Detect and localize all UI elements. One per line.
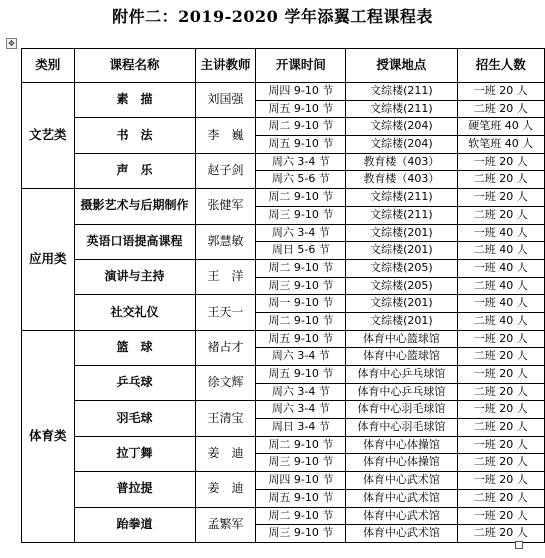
location-cell: 文综楼(201): [346, 224, 457, 242]
enrollment-cell: 一班 20 人: [457, 153, 544, 171]
time-cell: 周二 9-10 节: [256, 312, 346, 330]
table-row: [22, 224, 545, 242]
location-cell: 体育中心篮球馆: [346, 348, 457, 366]
teacher-cell: 王 洋: [195, 259, 256, 294]
teacher-cell: 赵子剑: [195, 153, 256, 188]
table-row: [22, 436, 545, 454]
table-row: [22, 330, 545, 348]
time-cell: 周四 9-10 节: [256, 83, 346, 101]
table-row: [22, 153, 545, 171]
location-cell: 教育楼（403）: [346, 171, 457, 189]
location-cell: 体育中心羽毛球馆: [346, 401, 457, 419]
teacher-cell: 刘国强: [195, 83, 256, 118]
course-name-cell: 社交礼仪: [74, 295, 195, 330]
enrollment-cell: 二班 40 人: [457, 242, 544, 260]
location-cell: 体育中心乒乓球馆: [346, 383, 457, 401]
time-cell: 周三 9-10 节: [256, 525, 346, 543]
header-location: 授课地点: [346, 49, 457, 83]
time-cell: 周五 9-10 节: [256, 366, 346, 384]
enrollment-cell: 一班 40 人: [457, 295, 544, 313]
location-cell: 文综楼(211): [346, 206, 457, 224]
location-cell: 文综楼(211): [346, 100, 457, 118]
time-cell: 周日 5-6 节: [256, 242, 346, 260]
location-cell: 文综楼(204): [346, 118, 457, 136]
enrollment-cell: 一班 40 人: [457, 224, 544, 242]
time-cell: 周一 9-10 节: [256, 295, 346, 313]
table-resize-handle[interactable]: [515, 541, 523, 549]
location-cell: 教育楼（403）: [346, 153, 457, 171]
time-cell: 周六 3-4 节: [256, 383, 346, 401]
enrollment-cell: 二班 20 人: [457, 171, 544, 189]
enrollment-cell: 一班 20 人: [457, 436, 544, 454]
enrollment-cell: 二班 20 人: [457, 100, 544, 118]
category-cell: 应用类: [22, 189, 75, 331]
course-name-cell: 书 法: [74, 118, 195, 153]
table-row: [22, 259, 545, 277]
time-cell: 周五 9-10 节: [256, 136, 346, 154]
time-cell: 周二 9-10 节: [256, 507, 346, 525]
header-enrollment: 招生人数: [457, 49, 544, 83]
location-cell: 文综楼(201): [346, 295, 457, 313]
enrollment-cell: 一班 20 人: [457, 189, 544, 207]
table-row: [22, 401, 545, 419]
teacher-cell: 李 巍: [195, 118, 256, 153]
teacher-cell: 徐文辉: [195, 366, 256, 401]
enrollment-cell: 一班 20 人: [457, 507, 544, 525]
teacher-cell: 郭慧敏: [195, 224, 256, 259]
time-cell: 周三 9-10 节: [256, 277, 346, 295]
course-name-cell: 演讲与主持: [74, 259, 195, 294]
location-cell: 体育中心体操馆: [346, 454, 457, 472]
table-row: [22, 507, 545, 525]
course-name-cell: 拉丁舞: [74, 436, 195, 471]
enrollment-cell: 软笔班 40 人: [457, 136, 544, 154]
enrollment-cell: 二班 20 人: [457, 383, 544, 401]
time-cell: 周四 9-10 节: [256, 472, 346, 490]
table-row: [22, 366, 545, 384]
course-name-cell: 摄影艺术与后期制作: [74, 189, 195, 224]
time-cell: 周日 3-4 节: [256, 419, 346, 437]
table-row: [22, 83, 545, 101]
location-cell: 体育中心武术馆: [346, 489, 457, 507]
enrollment-cell: 二班 20 人: [457, 348, 544, 366]
enrollment-cell: 二班 20 人: [457, 489, 544, 507]
time-cell: 周二 9-10 节: [256, 189, 346, 207]
enrollment-cell: 二班 20 人: [457, 525, 544, 543]
teacher-cell: 王天一: [195, 295, 256, 330]
enrollment-cell: 一班 40 人: [457, 259, 544, 277]
category-cell: 体育类: [22, 330, 75, 542]
time-cell: 周二 9-10 节: [256, 259, 346, 277]
course-schedule-table: [21, 48, 545, 543]
location-cell: 文综楼(205): [346, 259, 457, 277]
course-name-cell: 跆拳道: [74, 507, 195, 542]
location-cell: 体育中心武术馆: [346, 525, 457, 543]
enrollment-cell: 二班 40 人: [457, 312, 544, 330]
teacher-cell: 褚占才: [195, 330, 256, 365]
enrollment-cell: 一班 20 人: [457, 83, 544, 101]
table-row: [22, 472, 545, 490]
enrollment-cell: 二班 20 人: [457, 454, 544, 472]
time-cell: 周六 3-4 节: [256, 224, 346, 242]
course-name-cell: 乒乓球: [74, 366, 195, 401]
course-name-cell: 英语口语提高课程: [74, 224, 195, 259]
table-body: [22, 83, 545, 543]
time-cell: 周三 9-10 节: [256, 206, 346, 224]
location-cell: 文综楼(201): [346, 242, 457, 260]
time-cell: 周六 5-6 节: [256, 171, 346, 189]
table-row: [22, 295, 545, 313]
location-cell: 体育中心武术馆: [346, 472, 457, 490]
header-teacher: 主讲教师: [195, 49, 256, 83]
teacher-cell: 王清宝: [195, 401, 256, 436]
location-cell: 文综楼(205): [346, 277, 457, 295]
document-title: 附件二：2019-2020 学年添翼工程课程表: [112, 7, 433, 26]
course-name-cell: 普拉提: [74, 472, 195, 507]
location-cell: 体育中心乒乓球馆: [346, 366, 457, 384]
enrollment-cell: 二班 40 人: [457, 277, 544, 295]
location-cell: 文综楼(211): [346, 83, 457, 101]
location-cell: 文综楼(204): [346, 136, 457, 154]
teacher-cell: 张健军: [195, 189, 256, 224]
time-cell: 周六 3-4 节: [256, 348, 346, 366]
enrollment-cell: 一班 20 人: [457, 401, 544, 419]
course-name-cell: 素 描: [74, 83, 195, 118]
location-cell: 体育中心羽毛球馆: [346, 419, 457, 437]
course-name-cell: 篮 球: [74, 330, 195, 365]
table-row: [22, 118, 545, 136]
time-cell: 周五 9-10 节: [256, 489, 346, 507]
location-cell: 文综楼(211): [346, 189, 457, 207]
header-time: 开课时间: [256, 49, 346, 83]
table-move-handle-icon[interactable]: ✥: [6, 38, 17, 49]
location-cell: 体育中心篮球馆: [346, 330, 457, 348]
table-header-row: [22, 49, 545, 83]
enrollment-cell: 一班 20 人: [457, 366, 544, 384]
course-name-cell: 羽毛球: [74, 401, 195, 436]
enrollment-cell: 一班 20 人: [457, 472, 544, 490]
teacher-cell: 孟繁军: [195, 507, 256, 542]
header-category: 类别: [22, 49, 75, 83]
location-cell: 体育中心武术馆: [346, 507, 457, 525]
time-cell: 周三 9-10 节: [256, 454, 346, 472]
course-name-cell: 声 乐: [74, 153, 195, 188]
time-cell: 周二 9-10 节: [256, 118, 346, 136]
time-cell: 周五 9-10 节: [256, 100, 346, 118]
time-cell: 周六 3-4 节: [256, 153, 346, 171]
location-cell: 体育中心体操馆: [346, 436, 457, 454]
category-cell: 文艺类: [22, 83, 75, 189]
header-course: 课程名称: [74, 49, 195, 83]
time-cell: 周六 3-4 节: [256, 401, 346, 419]
time-cell: 周二 9-10 节: [256, 436, 346, 454]
location-cell: 文综楼(201): [346, 312, 457, 330]
enrollment-cell: 二班 20 人: [457, 206, 544, 224]
teacher-cell: 姜 迪: [195, 472, 256, 507]
teacher-cell: 姜 迪: [195, 436, 256, 471]
table-row: [22, 189, 545, 207]
enrollment-cell: 二班 20 人: [457, 419, 544, 437]
enrollment-cell: 硬笔班 40 人: [457, 118, 544, 136]
enrollment-cell: 一班 20 人: [457, 330, 544, 348]
time-cell: 周五 9-10 节: [256, 330, 346, 348]
